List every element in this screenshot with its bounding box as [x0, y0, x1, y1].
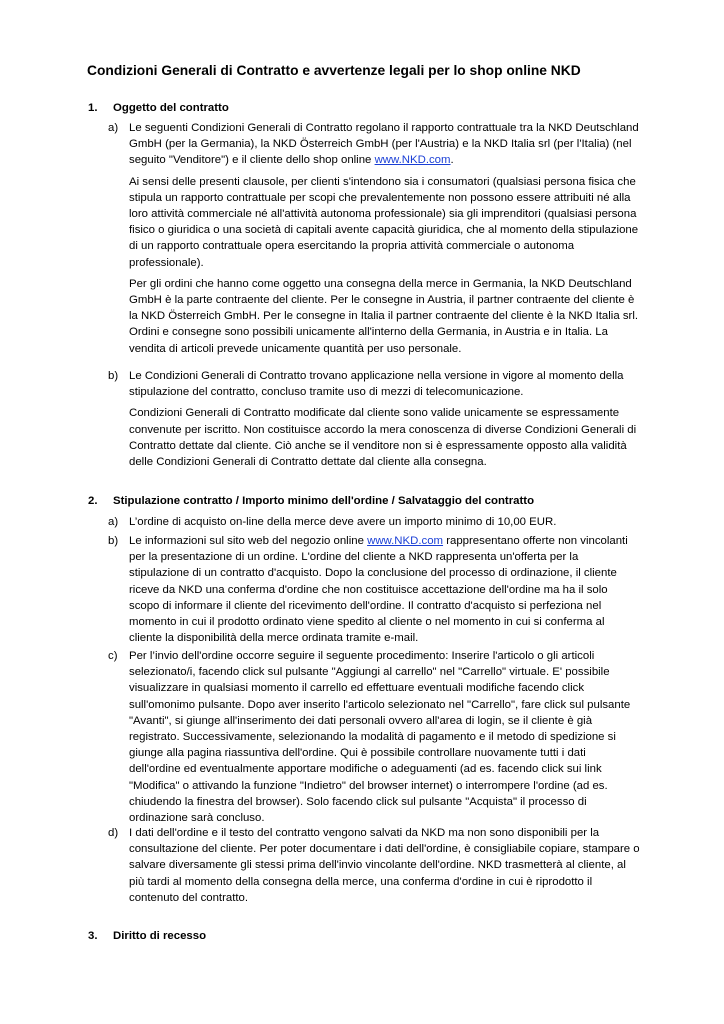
item-paragraph: Le informazioni sul sito web del negozio online www.NKD.com rappresentano offerte non vincolanti per la presentazione di un ordine. L'ordine del cliente a NKD rappresenta un'offerta per la stipulazione di un contratto d'acquisto. Dopo la conclusione del processo di ordinazione, il cliente riceve da NKD una conferma d'ordine che non costituisce accettazione dell'ordine ma ha il solo scopo di informare il cliente del ricevimento dell'ordine. Il contratto d'acquisto si perfeziona nel momento in cui il prodotto ordinato viene spedito al cliente o nel momento in cui si conferma al cliente la disponibilità della merce ordinata tramite e-mail.	[129, 535, 628, 645]
section-1-number: 1.	[88, 102, 98, 114]
nkd-link[interactable]: www.NKD.com	[367, 535, 444, 547]
item-label: d)	[108, 827, 119, 839]
section-3-number: 3.	[88, 930, 98, 942]
item-paragraph: Le seguenti Condizioni Generali di Contratto regolano il rapporto contrattuale tra la NKD Deutschland GmbH (per la Germania), la NKD Österreich GmbH (per l'Austria) e la NKD Italia srl (per l'Italia) (nel seguito "Venditore") e il cliente dello shop online www.NKD.com.	[129, 122, 639, 167]
nkd-link[interactable]: www.NKD.com	[374, 154, 451, 167]
section-2-title: Stipulazione contratto / Importo minimo dell'ordine / Salvataggio del contratto	[113, 495, 535, 507]
item-label: c)	[108, 650, 118, 662]
item-paragraph: Condizioni Generali di Contratto modificate dal cliente sono valide unicamente se espressamente convenute per iscritto. Non costituisce accordo la mera conoscenza di diverse Condizioni Generali di Contratto dettate dal cliente. Ciò anche se il venditore non si è espressamente opposto alla validità delle Condizioni Generali di Contratto dettate dal cliente alla consegna.	[129, 407, 637, 469]
item-label: a)	[108, 122, 119, 134]
item-paragraph: L’ordine di acquisto on-line della merce deve avere un importo minimo di 10,00 EUR.	[129, 516, 557, 528]
item-paragraph: Le Condizioni Generali di Contratto trovano applicazione nella versione in vigore al momento della stipulazione del contratto, concluso tramite uso di mezzi di telecomunicazione.	[129, 370, 624, 399]
section-1-item-a	[108, 120, 640, 362]
item-label: b)	[108, 535, 119, 547]
item-label: a)	[108, 516, 119, 528]
section-2-number: 2.	[88, 495, 98, 507]
item-paragraph: Per l’invio dell'ordine occorre seguire il seguente procedimento: Inserire l'articolo o gli articoli selezionato/i, facendo click sul pulsante "Aggiungi al carrello" nel "Carrello" virtuale. E' possibile visualizzare in qualsiasi momento il carrello ed effettuare eventuali modifiche facendo click sull'omonimo pulsante. Dopo aver inserito l'articolo selezionato nel "Carrello", fare click sul pulsante "Avanti", si giunge all'inserimento dei dati personali ovvero all'area di login, se il cliente è già registrato. Successivamente, selezionando la modalità di pagamento e il metodo di spedizione si giunge alla pagina riassuntiva dell'ordine. Qui è possibile controllare nuovamente tutti i dati dell'ordine ed eventualmente apportare modifiche o adeguamenti (ad es. facendo click sui link "Modifica" o attivando la funzione "Indietro" del browser internet) o interrompere l'ordine (ad es. chiudendo la finestra del browser). Solo facendo click sul pulsante "Acquista" il processo di ordinazione sarà concluso.	[129, 650, 631, 825]
item-label: b)	[108, 370, 119, 382]
section-1-title: Oggetto del contratto	[113, 102, 229, 114]
section-2-item-d	[108, 825, 640, 911]
document-title: Condizioni Generali di Contratto e avvertenze legali per lo shop online NKD	[87, 63, 581, 78]
section-1-item-b	[108, 368, 640, 475]
item-paragraph: Ai sensi delle presenti clausole, per clienti s'intendono sia i consumatori (qualsiasi persona fisica che stipula un rapporto contrattuale per scopi che prevalentemente non possono essere attribuiti né alla loro attività commerciale né all'attività autonoma professionale) sia gli imprenditori (qualsiasi persona fisico o giuridica o una società di capitali avente capacità giuridica, che al momento della stipulazione di un rapporto contrattuale opera esercitando la propria attività commerciale o autonoma professionale).	[129, 175, 639, 269]
item-paragraph: I dati dell'ordine e il testo del contratto vengono salvati da NKD ma non sono disponibili per la consultazione del cliente. Per poter documentare i dati dell'ordine, è consigliabile copiare, stampare o salvare diversamente gli stessi prima dell'invio vincolante dell'ordine. NKD trasmetterà al cliente, al più tardi al momento della consegna della merce, una conferma d'ordine in cui è riprodotto il contenuto del contratto.	[129, 827, 640, 904]
item-paragraph: Per gli ordini che hanno come oggetto una consegna della merce in Germania, la NKD Deutschland GmbH è la parte contraente del cliente. Per le consegne in Austria, il partner contraente del cliente è la NKD Österreich GmbH. Per le consegne in Italia il partner contraente del cliente è la NKD Italia srl. Ordini e consegne sono possibili unicamente all'interno della Germania, in Austria e in Italia. La vendita di articoli prevede unicamente quantità per uso personale.	[129, 277, 639, 355]
section-2-item-b	[108, 533, 640, 651]
section-2-item-c	[108, 648, 640, 831]
section-3-title: Diritto di recesso	[113, 930, 207, 942]
